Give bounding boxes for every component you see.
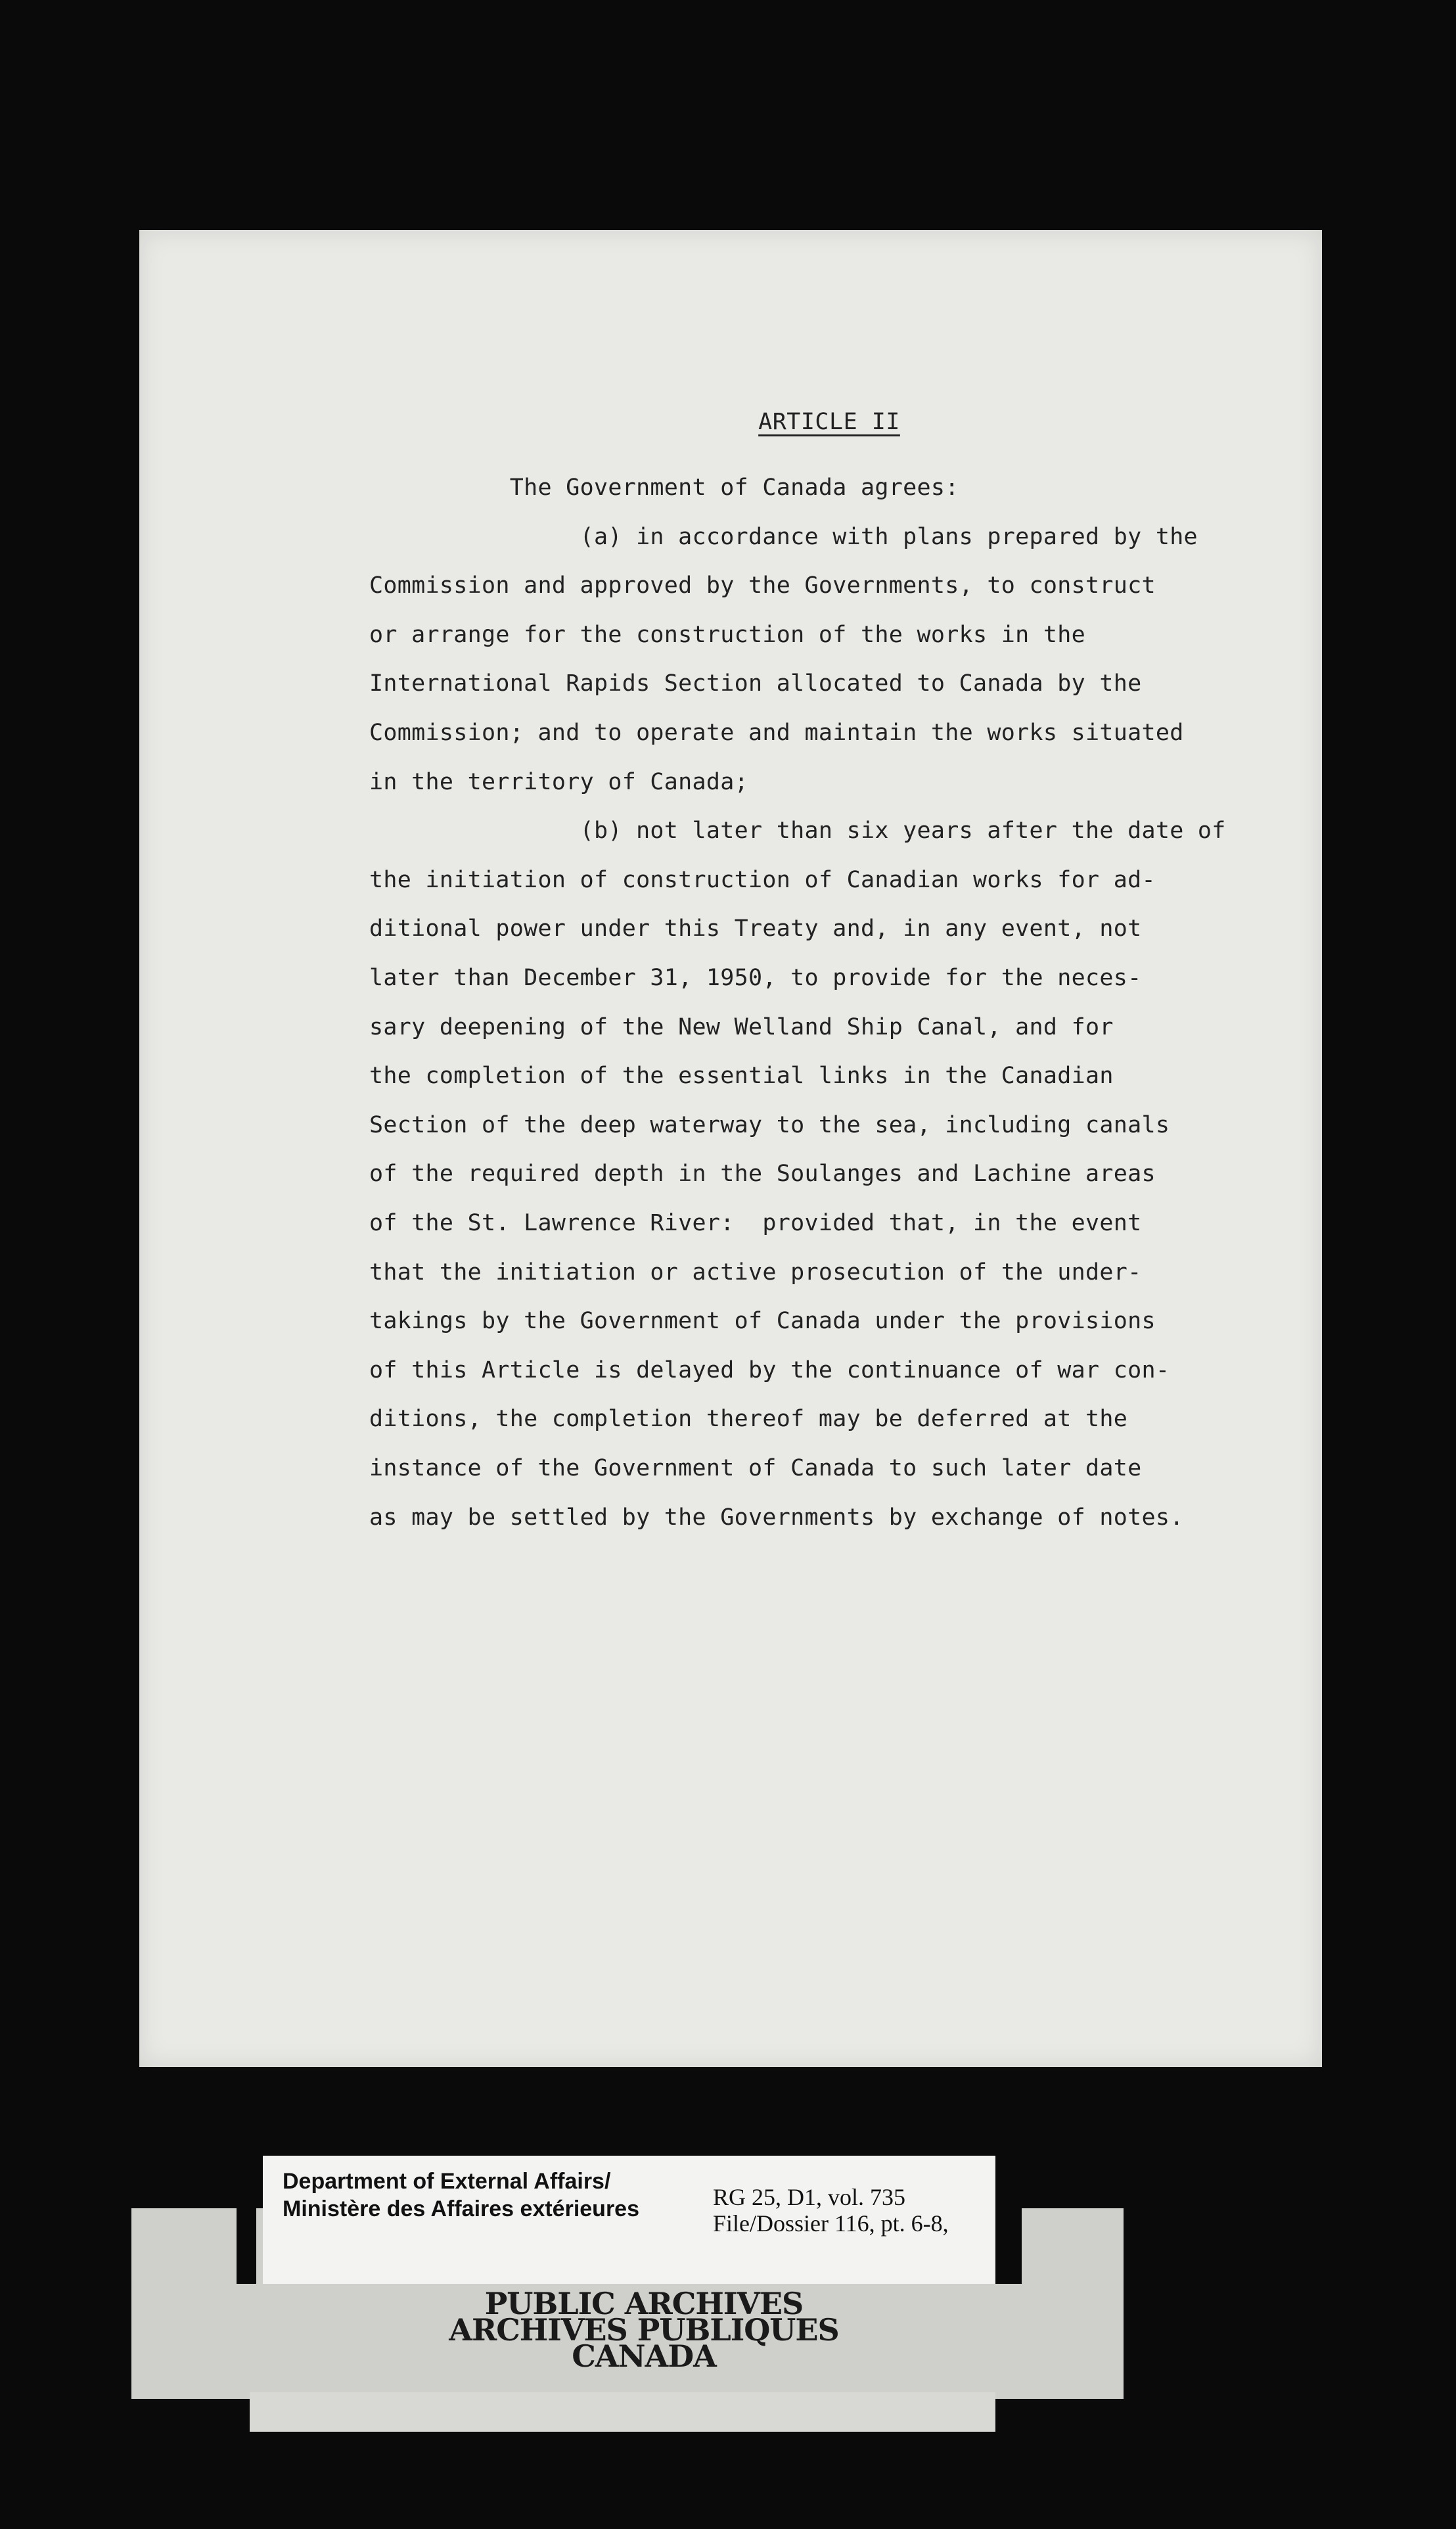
- text-line: instance of the Government of Canada to such later date: [369, 1455, 1142, 1481]
- text-line: ditions, the completion thereof may be deferred at the: [369, 1406, 1128, 1433]
- record-group-reference: RG 25, D1, vol. 735: [713, 2184, 906, 2210]
- text-line: (b) not later than six years after the date of: [369, 818, 1226, 845]
- text-line: that the initiation or active prosecution of the under-: [369, 1259, 1142, 1286]
- public-archives-stamp: [394, 2286, 894, 2374]
- label-notch: [237, 2208, 256, 2284]
- file-reference: File/Dossier 116, pt. 6-8,: [713, 2210, 949, 2237]
- department-french: Ministère des Affaires extérieures: [283, 2196, 639, 2221]
- text-line: the initiation of construction of Canadian works for ad-: [369, 866, 1156, 893]
- text-line: or arrange for the construction of the works in the: [369, 621, 1085, 648]
- text-line: sary deepening of the New Welland Ship Canal, and for: [369, 1013, 1114, 1040]
- stamp-line: ARCHIVES PUBLIQUES: [449, 2312, 839, 2348]
- text-line: takings by the Government of Canada under the provisions: [369, 1308, 1156, 1335]
- archive-label-strip: [250, 2392, 995, 2432]
- stamp-line: CANADA: [572, 2338, 716, 2374]
- department-english: Department of External Affairs/: [283, 2169, 611, 2194]
- text-line: as may be settled by the Governments by exchange of notes.: [369, 1504, 1184, 1531]
- article-heading: ARTICLE II: [758, 409, 900, 435]
- text-line: The Government of Canada agrees:: [369, 475, 959, 501]
- text-line: Commission; and to operate and maintain the works situated: [369, 720, 1184, 746]
- text-line: Section of the deep waterway to the sea, including canals: [369, 1111, 1170, 1138]
- stamp-line: PUBLIC ARCHIVES: [484, 2286, 804, 2321]
- text-line: of the St. Lawrence River: provided that, in the event: [369, 1210, 1142, 1236]
- text-line: of the required depth in the Soulanges and Lachine areas: [369, 1161, 1156, 1188]
- text-line: in the territory of Canada;: [369, 768, 749, 795]
- text-line: Commission and approved by the Governments, to construct: [369, 572, 1156, 599]
- text-line: the completion of the essential links in the Canadian: [369, 1063, 1114, 1090]
- text-line: ditional power under this Treaty and, in any event, not: [369, 916, 1142, 942]
- text-line: International Rapids Section allocated to Canada by the: [369, 670, 1142, 697]
- text-line: later than December 31, 1950, to provide for the neces-: [369, 965, 1142, 991]
- text-line: of this Article is delayed by the continuance of war con-: [369, 1357, 1170, 1383]
- text-line: (a) in accordance with plans prepared by the: [369, 523, 1198, 550]
- document-page: [139, 230, 1322, 2067]
